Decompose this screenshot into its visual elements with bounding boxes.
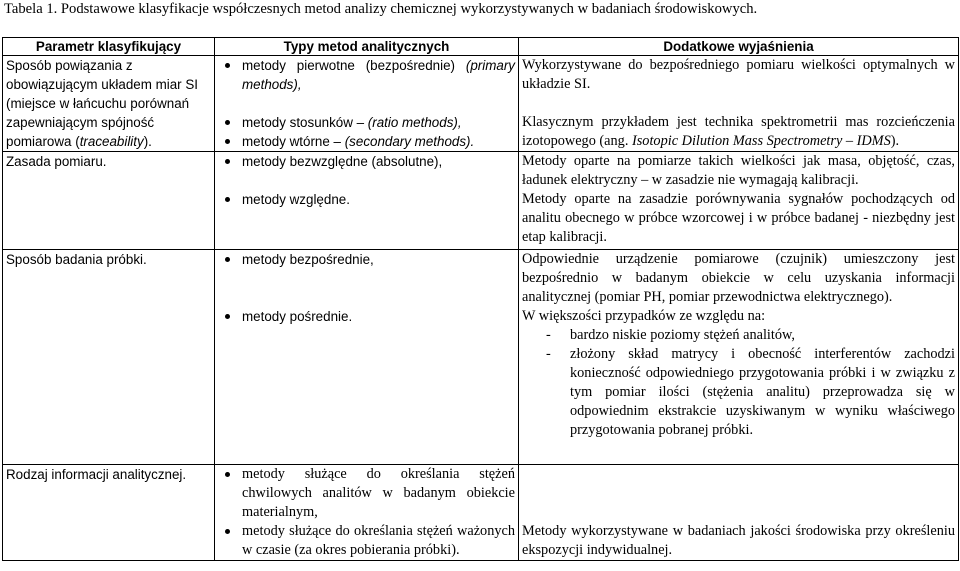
notes-cell bbox=[519, 152, 959, 250]
list-item: metody służące do określania stężeń ważonych w czasie (za okres pobierania próbki). bbox=[218, 522, 515, 560]
types-cell bbox=[215, 56, 519, 152]
list-item: metody względne. bbox=[218, 190, 515, 209]
header-notes: Dodatkowe wyjaśnienia bbox=[519, 38, 959, 56]
note-text: Klasycznym przykładem jest technika spektrometrii mas rozcieńczenia izotopowego (ang. Isotopic Dilution Mass Spectrometry – IDMS). bbox=[522, 114, 955, 149]
note-text: Odpowiednie urządzenie pomiarowe (czujnik) umieszczony jest bezpośrednio w badanym obiekcie w celu uzyskania informacji analitycznej (pomiar PH, pomiar przewodnictwa elektrycznego). bbox=[522, 251, 955, 305]
note-text: Metody wykorzystywane w badaniach jakości środowiska przy określeniu ekspozycji indywidualnej. bbox=[522, 523, 955, 558]
types-cell bbox=[215, 152, 519, 250]
param-cell: Zasada pomiaru. bbox=[3, 152, 215, 250]
table-row bbox=[3, 152, 959, 250]
notes-cell bbox=[519, 56, 959, 152]
header-param: Parametr klasyfikujący bbox=[3, 38, 215, 56]
types-cell bbox=[215, 465, 519, 561]
list-item: metody wtórne – (secondary methods). bbox=[218, 132, 515, 151]
classification-table bbox=[2, 37, 959, 561]
dash-item: - bardzo niskie poziomy stężeń analitów, bbox=[546, 327, 795, 343]
header-types: Typy metod analitycznych bbox=[215, 38, 519, 56]
note-text: Metody oparte na pomiarze takich wielkości jak masa, objętość, czas, ładunek elektryczny – w zasadzie nie wymagają kalibracji. bbox=[522, 153, 955, 188]
table-row bbox=[3, 465, 959, 561]
notes-cell bbox=[519, 250, 959, 465]
note-text: Metody oparte na zasadzie porównywania sygnałów pochodzących od analitu obecnego w próbce wzorcowej i w próbce badanej - niezbędny jest etap kalibracji. bbox=[522, 191, 955, 245]
types-cell bbox=[215, 250, 519, 465]
note-text: W większości przypadków ze względu na: bbox=[522, 308, 766, 324]
list-item: metody stosunków – (ratio methods), bbox=[218, 113, 515, 132]
param-cell: Sposób badania próbki. bbox=[3, 250, 215, 465]
dash-item: - złożony skład matrycy i obecność interferentów zachodzi konieczność odpowiedniego przygotowania próbki i w związku z tym pomiar ilości (stężenia analitu) przeprowadza się w odpowiednim ekstrakcie uzyskiwanym w wyniku właściwego przygotowania pobranej próbki. bbox=[546, 346, 955, 438]
list-item: metody bezpośrednie, bbox=[218, 250, 515, 269]
note-text: Wykorzystywane do bezpośredniego pomiaru wielkości optymalnych w układzie SI. bbox=[522, 57, 955, 92]
table-row bbox=[3, 250, 959, 465]
list-item: metody pierwotne (bezpośrednie) (primary methods), bbox=[218, 56, 515, 94]
list-item: metody pośrednie. bbox=[218, 307, 515, 326]
list-item: metody bezwzględne (absolutne), bbox=[218, 152, 515, 171]
notes-cell bbox=[519, 465, 959, 561]
table-caption: Tabela 1. Podstawowe klasyfikacje współczesnych metod analizy chemicznej wykorzystywanych w badaniach środowiskowych. bbox=[4, 1, 758, 17]
param-cell: Rodzaj informacji analitycznej. bbox=[3, 465, 215, 561]
param-cell: Sposób powiązania z obowiązującym układem miar SI (miejsce w łańcuchu porównań zapewniającym spójność pomiarowa (traceability). bbox=[3, 56, 215, 152]
table-row bbox=[3, 56, 959, 152]
list-item: metody służące do określania stężeń chwilowych analitów w badanym obiekcie materialnym, bbox=[218, 465, 515, 522]
header-row bbox=[3, 38, 959, 56]
